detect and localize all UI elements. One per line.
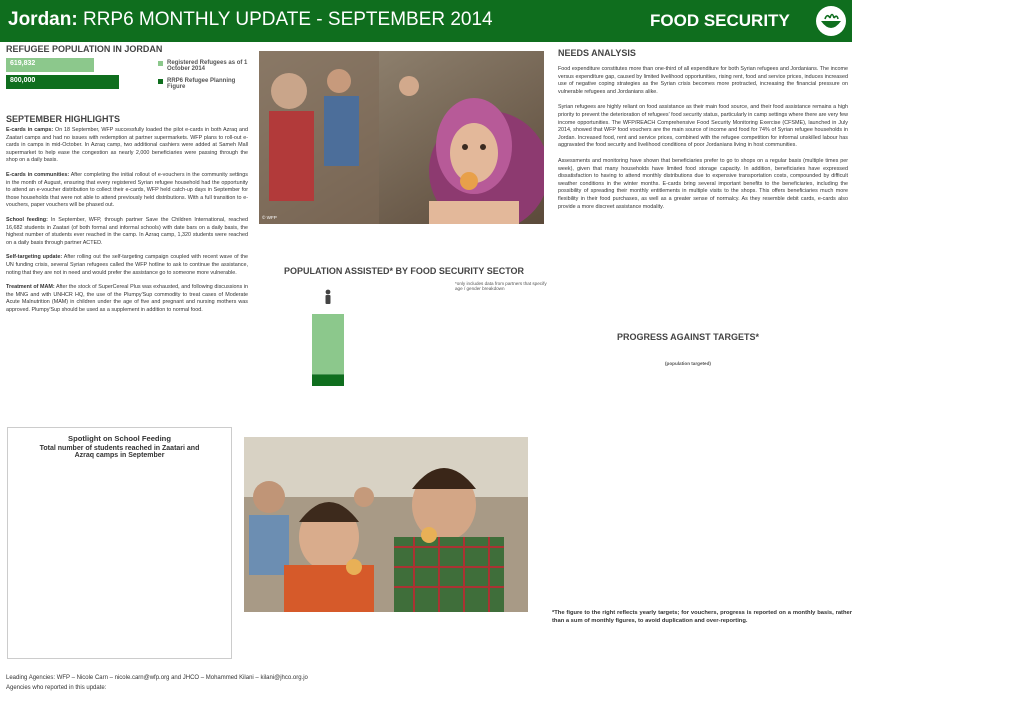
highlight-paragraph: [6, 284, 248, 314]
sector-title: FOOD SECURITY: [650, 11, 790, 30]
highlight-text: On 18 September, WFP successfully loaded the pilot e-cards in both Azraq and Zaatari camps and had no issues with redemption at partner supermarkets. WFP plans to roll-out e-cards in camps in mid-October. In Azraq camp, two additional cashiers were added at Sameh Mall supermarket to help ease the congestion as nearly 2,000 beneficiaries were passing through the shop on a daily basis.: [6, 127, 248, 164]
highlight-lead: E-cards in communities:: [6, 171, 70, 178]
photo-credit: © WFP: [262, 215, 277, 220]
photo-boys-eating: [244, 437, 528, 612]
legend-swatch-dark: [158, 79, 163, 84]
legend-swatch-light: [158, 61, 163, 66]
page-title: [8, 9, 493, 31]
bar-camp-boys: [312, 374, 344, 386]
refugee-population-heading: REFUGEE POPULATION IN JORDAN: [6, 44, 163, 54]
title-text: RRP6 MONTHLY UPDATE - SEPTEMBER 2014: [82, 9, 493, 30]
needs-paragraph: Assessments and monitoring have shown that beneficiaries prefer to go to shops on a regular basis (multiple times per week), given that many households have limited food storage capacity. In addition, beneficiaries have expressed dissatisfaction to having to attend monthly distributions due to expensive transportation costs, compounded by difficult weather conditions in the winter months. E-cards bring several important benefits to the beneficiaries, including the possibility of spreading their monthly entitlements in multiple visits to the shops. This offers beneficiaries much more flexibility in their food purchases, as well as a greater sense of normalcy. As they resemble debit cards, e-cards also provide a more discreet assistance modality.: [558, 157, 848, 210]
highlight-text: After rolling out the self-targeting campaign coupled with recent wave of the UN funding crisis, several Syrian refugees called the WFP hotline to ask to continue the assistance, noting that they are not in need and would prefer the assistance go to someone more vulnerable.: [6, 254, 248, 276]
highlight-paragraph: [6, 127, 248, 165]
progress-chart: [530, 366, 855, 588]
highlight-lead: Treatment of MAM:: [6, 284, 55, 291]
highlight-paragraph: [6, 217, 248, 247]
food-bowl-icon: [815, 5, 847, 37]
school-feeding-title: Spotlight on School Feeding: [68, 434, 171, 443]
needs-analysis-body: [558, 66, 848, 219]
reporting-agencies: Agencies who reported in this update:: [6, 685, 107, 691]
highlight-text: In September, WFP, through partner Save the Children International, reached 16,682 students in Zaatari (of both formal and informal schools) with date bars on a daily basis, the highest number of students ever reached in the camp. In Azraq camp, 1,320 students were reached on a daily basis through partner ACTED.: [6, 216, 248, 246]
progress-heading: PROGRESS AGAINST TARGETS*: [617, 332, 760, 342]
photo-girl-image: [259, 51, 544, 224]
population-assisted-heading: POPULATION ASSISTED* BY FOOD SECURITY SECTOR: [284, 266, 525, 276]
progress-footnote: *The figure to the right reflects yearly targets; for vouchers, progress is reported on a monthly basis, rather than a sum of monthly figures, to avoid duplication and over-reporting.: [552, 610, 852, 624]
bar-non-camp-boys: [312, 314, 344, 374]
highlight-text: After the stock of SuperCereal Plus was exhausted, and following discussions in the MNG and with UNHCR HQ, the use of the Plumpy'Sup commodity to treat cases of Moderate Acute Malnutrition (MAM) in children under the age of five and pregnant and nursing mothers was approved. Plumpy'Sup should be used as a supplement in addition to normal food.: [6, 284, 249, 313]
page-header: [0, 0, 852, 42]
highlight-paragraph: [6, 172, 248, 210]
agency-logos: [130, 680, 560, 708]
legend-planning: RRP6 Refugee Planning Figure: [158, 78, 248, 90]
highlights-heading: SEPTEMBER HIGHLIGHTS: [6, 114, 121, 124]
school-feeding-chart: [8, 466, 231, 656]
refugee-population-legend: [158, 60, 248, 90]
photo-boys-image: [244, 437, 528, 612]
highlight-paragraph: [6, 254, 248, 277]
highlight-lead: School feeding:: [6, 216, 48, 223]
needs-paragraph: Syrian refugees are highly reliant on food assistance as their main food source, and their food assistance remains a high priority to prevent the deterioration of refugees' food security status, particularly in camp settings where there are very few income opportunities. The WFP/REACH Comprehensive Food Security Monitoring Exercise (CFSME), launched in July 2014, showed that WFP food vouchers are the main source of income and food for 74% of Syrian refugee households in Jordan. Increased food, rent and service prices, combined with the refugee competition for informal unskilled labour has aggravated the food security and livelihood conditions of poor Jordanians living in host communities.: [558, 104, 848, 149]
photo-girl-eating: [259, 51, 544, 224]
needs-paragraph: Food expenditure constitutes more than one-third of all expenditure for both Syrian refugees and Jordanians. The income versus expenditure gap, caused by limited livelihood opportunities, rising rent, food and service prices, induces increased use of negative coping strategies as the Syrian crisis becomes more protracted, increasing the financial pressure on vulnerable refugees and Jordanians alike.: [558, 66, 848, 95]
refugee-population-bars: [6, 58, 122, 89]
legend-registered: Registered Refugees as of 1 October 2014: [158, 60, 248, 72]
leading-agencies: Leading Agencies: WFP – Nicole Carn – nicole.carn@wfp.org and JHCO – Mohammed Kilani – kilani@jhco.org.jo: [6, 675, 308, 681]
country-label: Jordan:: [8, 9, 78, 30]
person-icon: [326, 290, 331, 304]
population-assisted-chart: [300, 282, 550, 402]
registered-refugees-bar: 619,832: [6, 58, 94, 72]
school-feeding-box: [7, 427, 232, 659]
highlight-lead: Self-targeting update:: [6, 254, 63, 261]
needs-analysis-heading: NEEDS ANALYSIS: [558, 48, 636, 58]
highlights-body: [6, 127, 248, 321]
planning-figure-bar: 800,000: [6, 75, 119, 89]
highlight-text: After completing the initial rollout of e-vouchers in the community settings in the month of August, ensuring that every registered Syrian refugee household had the opportunity to attend an e-voucher distribution to collect their e-cards, WFP held catch-up days in September for those households that were not able to attend previously held distributions. With a full transition to e-vouchers, paper vouchers will be phased out.: [6, 171, 248, 209]
school-feeding-subtitle: Total number of students reached in Zaatari and Azraq camps in September: [39, 445, 200, 459]
progress-subtitle: (population targeted): [665, 361, 711, 366]
highlight-lead: E-cards in camps:: [6, 127, 54, 133]
population-assisted-note: *only includes data from partners that specify age / gender breakdown: [455, 281, 547, 291]
